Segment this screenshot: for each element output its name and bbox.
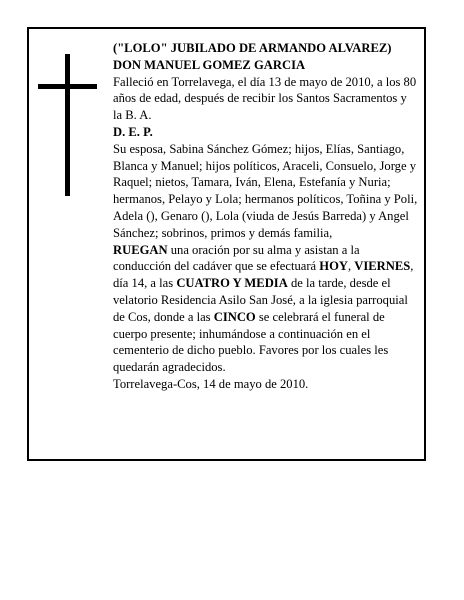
nickname-line: ("LOLO" JUBILADO DE ARMANDO ALVAREZ) (113, 41, 392, 55)
cross-icon-crossbar (38, 84, 97, 89)
viernes-word: VIERNES (354, 259, 411, 274)
ruegan-word: RUEGAN (113, 242, 168, 257)
hoy-word: HOY (319, 259, 348, 274)
request-paragraph: RUEGAN una oración por su alma y asistan a la conducción del cadáver que se efectuará HOY, VIERNES, día 14, a las CUATRO Y MEDIA de la tarde, desde el velatorio Residencia Asilo San José, a la iglesia parroquial de Cos, donde a las CINCO se celebrará el funeral de cuerpo presente; inhumándose a continuación en el cementerio de dicho pueblo. Favores por los cuales les quedarán agradecidos. (113, 242, 414, 375)
deceased-name: DON MANUEL GOMEZ GARCIA (113, 57, 306, 72)
place-date: Torrelavega-Cos, 14 de mayo de 2010. (113, 376, 309, 391)
cinco-word: CINCO (213, 309, 256, 324)
obituary-text (113, 40, 418, 393)
family-paragraph: Su esposa, Sabina Sánchez Gómez; hijos, Elías, Santiago, Blanca y Manuel; hijos políticos, Araceli, Consuelo, Jorge y Raquel; nietos, Tamara, Iván, Elena, Estefanía y Nuria; hermanos, Pelayo y Lola; hermanos políticos, Toñina y Poli, Adela (), Genaro (), Lola (viuda de Jesús Barreda) y Angel Sánchez; sobrinos, primos y demás familia, (113, 141, 418, 240)
dep-line: D. E. P. (113, 124, 153, 139)
cross-icon (65, 54, 70, 196)
death-paragraph: Falleció en Torrelavega, el día 13 de mayo de 2010, a los 80 años de edad, después de recibir los Santos Sacramentos y la B. A. (113, 74, 417, 123)
funeral-time: CUATRO Y MEDIA (176, 276, 288, 291)
